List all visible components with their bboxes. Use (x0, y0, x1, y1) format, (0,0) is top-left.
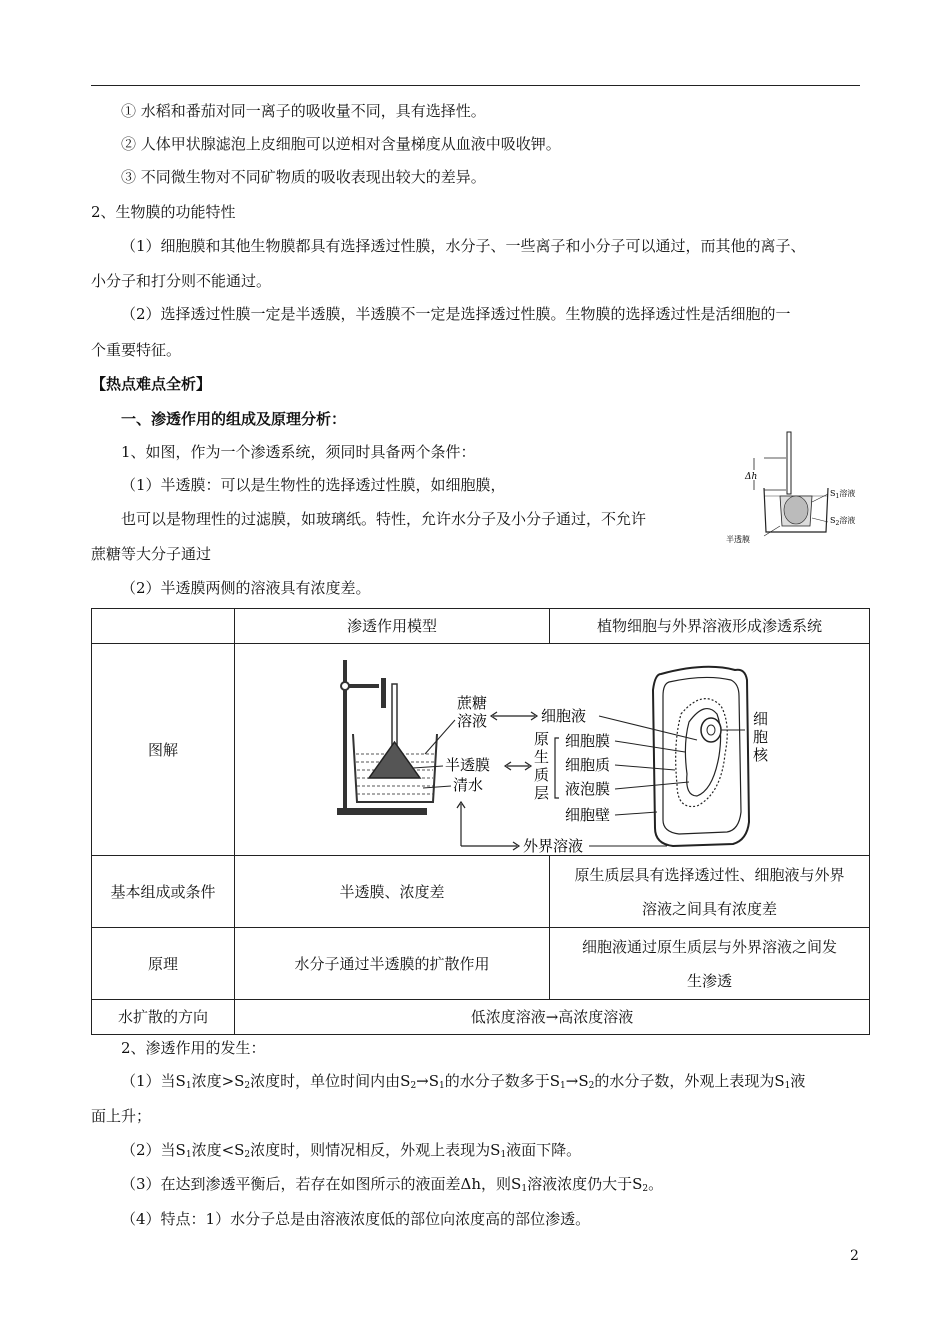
outer-solution-label: 外界溶液 (523, 837, 584, 855)
cell-wall-label: 细胞壁 (565, 806, 611, 824)
table-row-diagram (92, 644, 870, 856)
text-line-5: （1）细胞膜和其他生物膜都具有选择透过性膜，水分子、一些离子和小分子可以通过，而其他的离子、 (121, 237, 806, 255)
semipermeable-membrane-label: 半透膜 (726, 535, 750, 544)
row-label-diagram: 图解 (92, 644, 235, 856)
sucrose-label-2: 溶液 (457, 712, 488, 730)
text-line-19: （2）当$S_1$浓度$<S_2$浓度时，则情况相反，外观上表现为$S_1$液面下降。 (121, 1141, 582, 1160)
subsection-heading-osmosis: 一、渗透作用的组成及原理分析： (121, 410, 347, 428)
text-line-13: 也可以是物理性的过滤膜，如玻璃纸。特性，允许水分子及小分子通过，不允许 (121, 510, 647, 528)
table-header-plant-cell: 植物细胞与外界溶液形成渗透系统 (550, 609, 870, 644)
text-line-11: 1、如图，作为一个渗透系统，须同时具备两个条件： (121, 443, 476, 461)
diagram-cell (235, 644, 870, 856)
text-line-14: 蔗糖等大分子通过 (91, 545, 212, 563)
header-rule (91, 85, 860, 86)
s2-solution-label: $S_2$溶液 (830, 516, 856, 527)
clear-water-label: 清水 (453, 776, 484, 794)
delta-h-label: Δh (745, 472, 758, 482)
text-line-18: 面上升； (91, 1107, 152, 1125)
basic-model-value: 半透膜、浓度差 (235, 856, 550, 928)
sucrose-label-1: 蔗糖 (457, 694, 488, 712)
text-line-2: ② 人体甲状腺滤泡上皮细胞可以逆相对含量梯度从血液中吸收钾。 (121, 135, 561, 153)
table-row-principle (92, 928, 870, 1000)
text-line-20: （4）特点：1）水分子总是由溶液浓度低的部位向浓度高的部位渗透。 (121, 1210, 591, 1228)
text-line-7: （2）选择透过性膜一定是半透膜，半透膜不一定是选择透过性膜。生物膜的选择透过性是活细胞的一 (121, 305, 791, 323)
basic-cell-line-2: 溶液之间具有浓度差 (641, 899, 777, 918)
text-line-12: （1）半透膜：可以是生物性的选择透过性膜，如细胞膜， (121, 476, 506, 494)
protoplast-char-3: 质 (534, 766, 550, 784)
text-line-1: ① 水稻和番茄对同一离子的吸收量不同，具有选择性。 (121, 102, 486, 120)
text-line-19b: （3）在达到渗透平衡后，若存在如图所示的液面差Δh，则$S_1$溶液浓度仍大于$S_2$。 (121, 1175, 664, 1194)
text-line-6: 小分子和打分则不能通过。 (91, 272, 272, 290)
text-line-3: ③ 不同微生物对不同矿物质的吸收表现出较大的差异。 (121, 168, 486, 186)
principle-cell-line-1: 细胞液通过原生质层与外界溶液之间发 (581, 937, 837, 956)
osmometer-figure (724, 430, 864, 548)
table-header-empty (92, 609, 235, 644)
row-label-principle: 原理 (92, 928, 235, 1000)
page-number: 2 (850, 1248, 859, 1264)
table-row-direction (92, 1000, 870, 1035)
semipermeable-membrane-diagram-label: 半透膜 (445, 756, 491, 774)
osmosis-comparison-table (91, 608, 870, 1035)
cell-membrane-label: 细胞膜 (565, 732, 611, 750)
direction-value: 低浓度溶液→高浓度溶液 (235, 1000, 870, 1035)
cytoplasm-label: 细胞质 (565, 756, 611, 774)
principle-model-value: 水分子通过半透膜的扩散作用 (235, 928, 550, 1000)
hotspot-heading: 【热点难点全析】 (91, 375, 212, 393)
text-line-15: （2）半透膜两侧的溶液具有浓度差。 (121, 579, 371, 597)
table-header-row (92, 609, 870, 644)
protoplast-char-2: 生 (534, 748, 550, 766)
osmosis-diagram (235, 644, 868, 855)
text-line-17: （1）当$S_1$浓度$>S_2$浓度时，单位时间内由$S_2\to S_1$的水分子数多于$S_1\to S_2$的水分子数，外观上表现为$S_1$液 (121, 1072, 806, 1091)
section-heading-membrane-properties: 2、生物膜的功能特性 (91, 203, 236, 221)
s1-solution-label: $S_1$溶液 (830, 489, 856, 500)
protoplast-char-1: 原 (534, 730, 550, 748)
table-header-model: 渗透作用模型 (235, 609, 550, 644)
cell-sap-label: 细胞液 (541, 707, 587, 725)
tonoplast-label: 液泡膜 (565, 780, 611, 798)
basic-cell-value (550, 856, 870, 928)
text-line-8: 个重要特征。 (91, 341, 182, 359)
table-row-basic (92, 856, 870, 928)
nucleus-char-3: 核 (753, 746, 769, 764)
protoplast-char-4: 层 (534, 784, 550, 802)
row-label-direction: 水扩散的方向 (92, 1000, 235, 1035)
basic-cell-line-1: 原生质层具有选择透过性、细胞液与外界 (574, 865, 845, 884)
subsection-osmosis-occurrence: 2、渗透作用的发生： (121, 1039, 266, 1057)
principle-cell-value (550, 928, 870, 1000)
principle-cell-line-2: 生渗透 (686, 971, 732, 990)
nucleus-char-2: 胞 (753, 728, 769, 746)
row-label-basic: 基本组成或条件 (92, 856, 235, 928)
nucleus-char-1: 细 (753, 710, 769, 728)
